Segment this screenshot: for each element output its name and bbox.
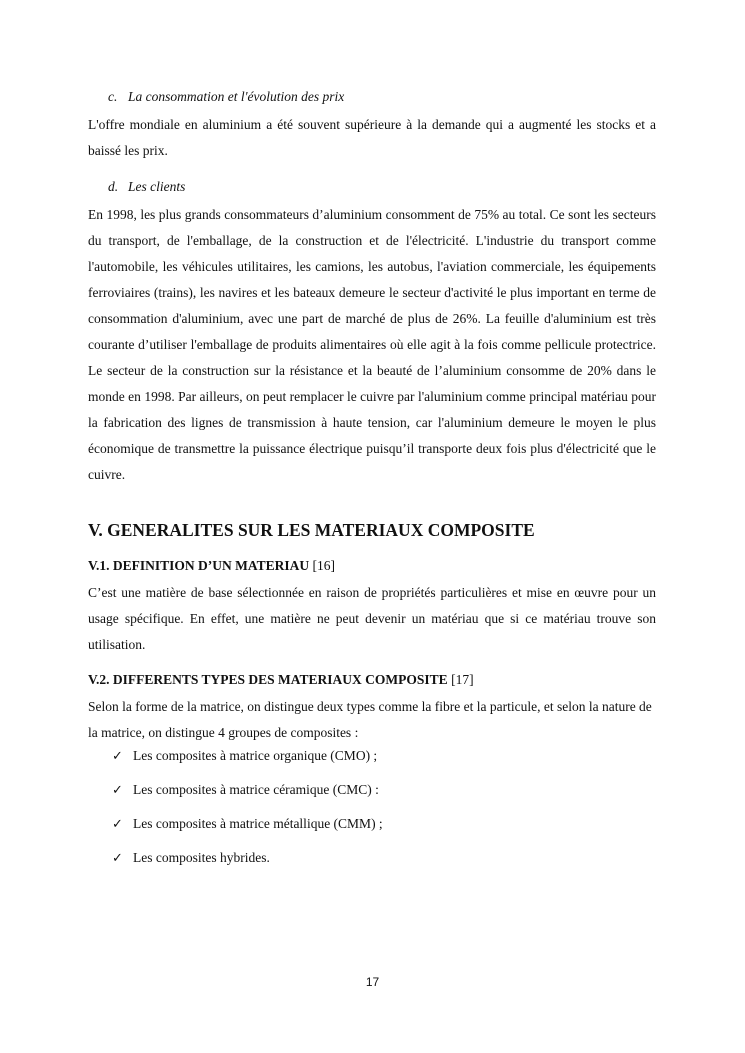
section-v1-title: V.1. DEFINITION D’UN MATERIAU [88, 558, 310, 573]
composite-types-list [88, 746, 656, 869]
checkmark-icon: ✓ [112, 817, 123, 832]
section-v1-heading [88, 554, 656, 578]
checkmark-icon: ✓ [112, 749, 123, 764]
list-item: ✓ Les composites à matrice céramique (CMC) : [112, 780, 656, 801]
checkmark-icon: ✓ [112, 851, 123, 866]
page-number: 17 [365, 975, 380, 989]
subsection-c-heading [108, 86, 656, 108]
subsection-d-text: En 1998, les plus grands consommateurs d’aluminium consomment de 75% au total. Ce sont les secteurs du transport, de l'emballage, de la construction et de l'électricité. L'industrie du transport comme l'automobile, les véhicules utilitaires, les camions, les autobus, l'aviation commerciale, les équipements ferroviaires (trains), les navires et les bateaux demeure le secteur d'activité le plus important en terme de consommation d'aluminium, avec une part de marché de plus de 26%. La feuille d'aluminium est très courante d’utiliser l'emballage de produits alimentaires où elle agit à la fois comme pellicule protectrice. Le secteur de la construction sur la résistance et la beauté de l’aluminium consomme de 20% dans le monde en 1998. Par ailleurs, on peut remplacer le cuivre par l'aluminium comme principal matériau pour la fabrication des lignes de transmission à haute tension, car l'aluminium demeure le moyen le plus économique de transmettre la puissance électrique puisqu’il transporte deux fois plus d'électricité que le cuivre. [88, 207, 656, 482]
section-v1-text: C’est une matière de base sélectionnée en raison de propriétés particulières et mise en œuvre pour un usage spécifique. En effet, une matière ne peut devenir un matériau que si ce matériau trouve son utilisation. [88, 585, 656, 652]
list-item: ✓ Les composites à matrice organique (CMO) ; [112, 746, 656, 767]
subsection-d-title: Les clients [128, 179, 186, 194]
section-v2-title: V.2. DIFFERENTS TYPES DES MATERIAUX COMPOSITE [88, 672, 448, 687]
section-v2-heading [88, 668, 656, 692]
list-item: ✓ Les composites hybrides. [112, 848, 656, 869]
subsection-c-text: L'offre mondiale en aluminium a été souvent supérieure à la demande qui a augmenté les stocks et a baissé les prix. [88, 117, 656, 158]
list-item: ✓ Les composites à matrice métallique (CMM) ; [112, 814, 656, 835]
document-page [88, 86, 656, 882]
section-v2-ref: [17] [451, 672, 474, 687]
subsection-c-letter: c. [108, 89, 118, 104]
section-v-title: V. GENERALITES SUR LES MATERIAUX COMPOSITE [88, 520, 535, 540]
section-v2-text: Selon la forme de la matrice, on distingue deux types comme la fibre et la particule, et selon la nature de la matrice, on distingue 4 groupes de composites : [88, 699, 652, 740]
subsection-c-title: La consommation et l'évolution des prix [128, 89, 345, 104]
subsection-d-heading [108, 176, 656, 198]
subsection-d-letter: d. [108, 179, 119, 194]
section-v1-ref: [16] [312, 558, 336, 573]
checkmark-icon: ✓ [112, 783, 123, 798]
